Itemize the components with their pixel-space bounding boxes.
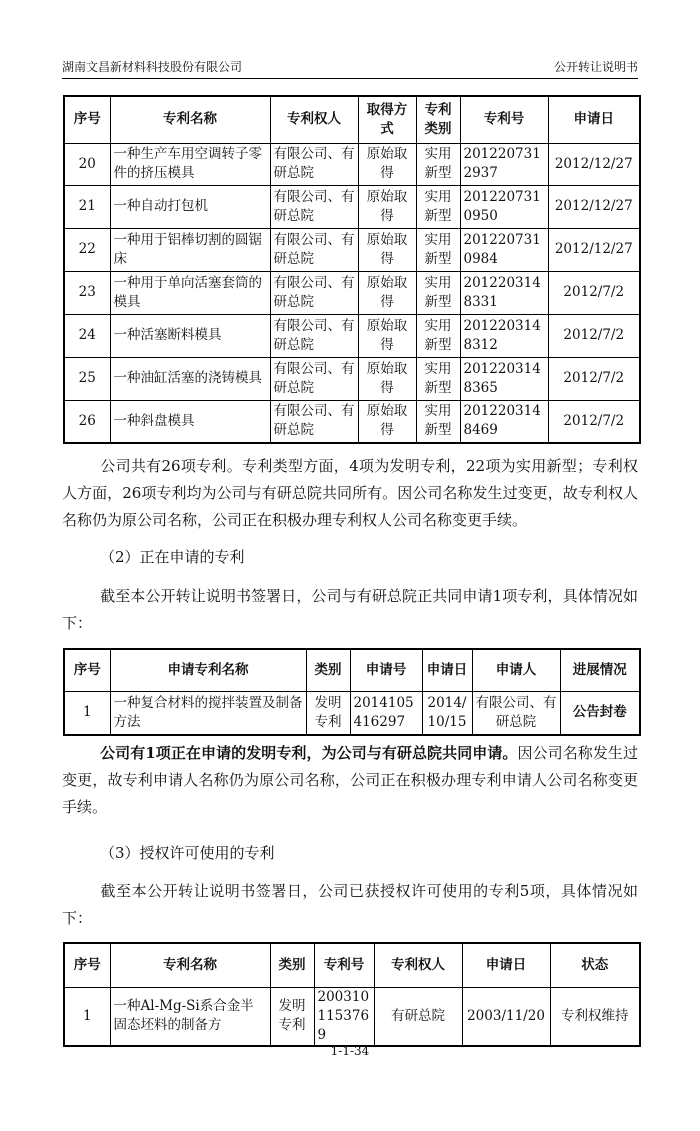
cell-patent-name: 一种生产车用空调转子零件的挤压模具 [110, 143, 270, 185]
cell-category: 发明专利 [270, 987, 314, 1046]
cell-category: 实用新型 [416, 314, 460, 357]
cell-category: 实用新型 [416, 400, 460, 443]
col-header: 序号 [64, 649, 110, 691]
cell-owner: 有限公司、有研总院 [270, 228, 358, 271]
cell-date: 2012/12/27 [548, 228, 640, 271]
cell-index: 21 [64, 185, 110, 228]
table-row [64, 185, 640, 228]
table-row [64, 400, 640, 443]
cell-date: 2012/7/2 [548, 357, 640, 400]
cell-date: 2012/7/2 [548, 271, 640, 314]
cell-owner: 有限公司、有研总院 [270, 314, 358, 357]
cell-patent-no: 2003101153769 [314, 987, 374, 1046]
cell-acquisition: 原始取得 [358, 400, 416, 443]
cell-patent-no: 2012207312937 [460, 143, 548, 185]
cell-patent-name: 一种Al-Mg-Si系合金半固态坯料的制备方 [110, 987, 270, 1046]
cell-index: 20 [64, 143, 110, 185]
col-header: 申请人 [472, 649, 560, 691]
cell-index: 1 [64, 691, 110, 735]
section-heading: （2）正在申请的专利 [100, 548, 245, 566]
col-header: 专利类别 [416, 96, 460, 143]
cell-patent-name: 一种活塞断料模具 [110, 314, 270, 357]
cell-patent-no: 2012207310950 [460, 185, 548, 228]
cell-category: 发明专利 [306, 691, 350, 735]
table-row [64, 271, 640, 314]
col-header: 专利权人 [374, 943, 462, 987]
licensed-intro-paragraph: 截至本公开转让说明书签署日，公司已获授权许可使用的专利5项，具体情况如下： [62, 882, 638, 927]
cell-owner: 有限公司、有研总院 [270, 143, 358, 185]
cell-date: 2012/7/2 [548, 400, 640, 443]
col-header: 申请日 [548, 96, 640, 143]
cell-owner: 有限公司、有研总院 [270, 400, 358, 443]
cell-index: 25 [64, 357, 110, 400]
cell-category: 实用新型 [416, 143, 460, 185]
col-header: 专利名称 [110, 943, 270, 987]
cell-patent-no: 2012203148469 [460, 400, 548, 443]
cell-patent-name: 一种用于铝棒切割的圆锯床 [110, 228, 270, 271]
col-header: 状态 [550, 943, 640, 987]
cell-status: 专利权维持 [550, 987, 640, 1046]
cell-date: 2014/10/15 [422, 691, 472, 735]
cell-patent-no: 2012203148365 [460, 357, 548, 400]
table-row [64, 314, 640, 357]
col-header: 取得方式 [358, 96, 416, 143]
cell-application-name: 一种复合材料的搅拌装置及制备方法 [110, 691, 306, 735]
table-row [64, 691, 640, 735]
pending-summary-paragraph: 公司有1项正在申请的发明专利，为公司与有研总院共同申请。因公司名称发生过变更，故专利申请人名称仍为原公司名称，公司正在积极办理专利申请人公司名称变更手续。 [62, 744, 638, 816]
cell-owner: 有研总院 [374, 987, 462, 1046]
cell-date: 2012/12/27 [548, 185, 640, 228]
cell-owner: 有限公司、有研总院 [270, 357, 358, 400]
cell-applicant: 有限公司、有研总院 [472, 691, 560, 735]
intro-paragraph: 截至本公开转让说明书签署日，公司与有研总院正共同申请1项专利，具体情况如下： [62, 587, 638, 632]
page-number: 1-1-34 [330, 1044, 370, 1058]
cell-patent-no: 2012203148331 [460, 271, 548, 314]
cell-owner: 有限公司、有研总院 [270, 185, 358, 228]
cell-acquisition: 原始取得 [358, 185, 416, 228]
cell-date: 2012/12/27 [548, 143, 640, 185]
cell-index: 26 [64, 400, 110, 443]
document-title: 公开转让说明书 [553, 60, 638, 74]
cell-acquisition: 原始取得 [358, 271, 416, 314]
cell-patent-name: 一种自动打包机 [110, 185, 270, 228]
company-name: 湖南文昌新材料科技股份有限公司 [62, 60, 243, 74]
cell-category: 实用新型 [416, 271, 460, 314]
pending-patent-table [63, 648, 641, 736]
cell-date: 2012/7/2 [548, 314, 640, 357]
table-row [64, 143, 640, 185]
cell-progress: 公告封卷 [560, 691, 640, 735]
cell-index: 1 [64, 987, 110, 1046]
cell-category: 实用新型 [416, 357, 460, 400]
col-header: 申请号 [350, 649, 422, 691]
cell-category: 实用新型 [416, 185, 460, 228]
cell-index: 23 [64, 271, 110, 314]
cell-acquisition: 原始取得 [358, 314, 416, 357]
section-heading: （3）授权许可使用的专利 [100, 844, 275, 862]
summary-paragraph: 公司共有26项专利。专利类型方面，4项为发明专利，22项为实用新型；专利权人方面，26项专利均为公司与有研总院共同所有。因公司名称发生过变更，故专利权人名称仍为原公司名称，公司正在积极办理专利权人公司名称变更手续。 [62, 457, 638, 529]
table-row [64, 228, 640, 271]
col-header: 序号 [64, 96, 110, 143]
table-row [64, 987, 640, 1046]
cell-patent-no: 2012203148312 [460, 314, 548, 357]
col-header: 专利号 [460, 96, 548, 143]
col-header: 专利权人 [270, 96, 358, 143]
cell-date: 2003/11/20 [462, 987, 550, 1046]
cell-index: 22 [64, 228, 110, 271]
cell-acquisition: 原始取得 [358, 357, 416, 400]
col-header: 类别 [270, 943, 314, 987]
patent-table [63, 95, 641, 444]
col-header: 专利号 [314, 943, 374, 987]
col-header: 申请日 [422, 649, 472, 691]
col-header: 专利名称 [110, 96, 270, 143]
cell-patent-name: 一种油缸活塞的浇铸模具 [110, 357, 270, 400]
cell-patent-name: 一种斜盘模具 [110, 400, 270, 443]
table-row [64, 357, 640, 400]
cell-index: 24 [64, 314, 110, 357]
cell-owner: 有限公司、有研总院 [270, 271, 358, 314]
col-header: 序号 [64, 943, 110, 987]
cell-application-no: 2014105416297 [350, 691, 422, 735]
col-header: 申请日 [462, 943, 550, 987]
header-rule [62, 78, 638, 79]
cell-category: 实用新型 [416, 228, 460, 271]
cell-acquisition: 原始取得 [358, 143, 416, 185]
cell-patent-name: 一种用于单向活塞套筒的模具 [110, 271, 270, 314]
cell-acquisition: 原始取得 [358, 228, 416, 271]
licensed-patent-table [63, 942, 641, 1047]
col-header: 进展情况 [560, 649, 640, 691]
col-header: 类别 [306, 649, 350, 691]
col-header: 申请专利名称 [110, 649, 306, 691]
cell-patent-no: 2012207310984 [460, 228, 548, 271]
